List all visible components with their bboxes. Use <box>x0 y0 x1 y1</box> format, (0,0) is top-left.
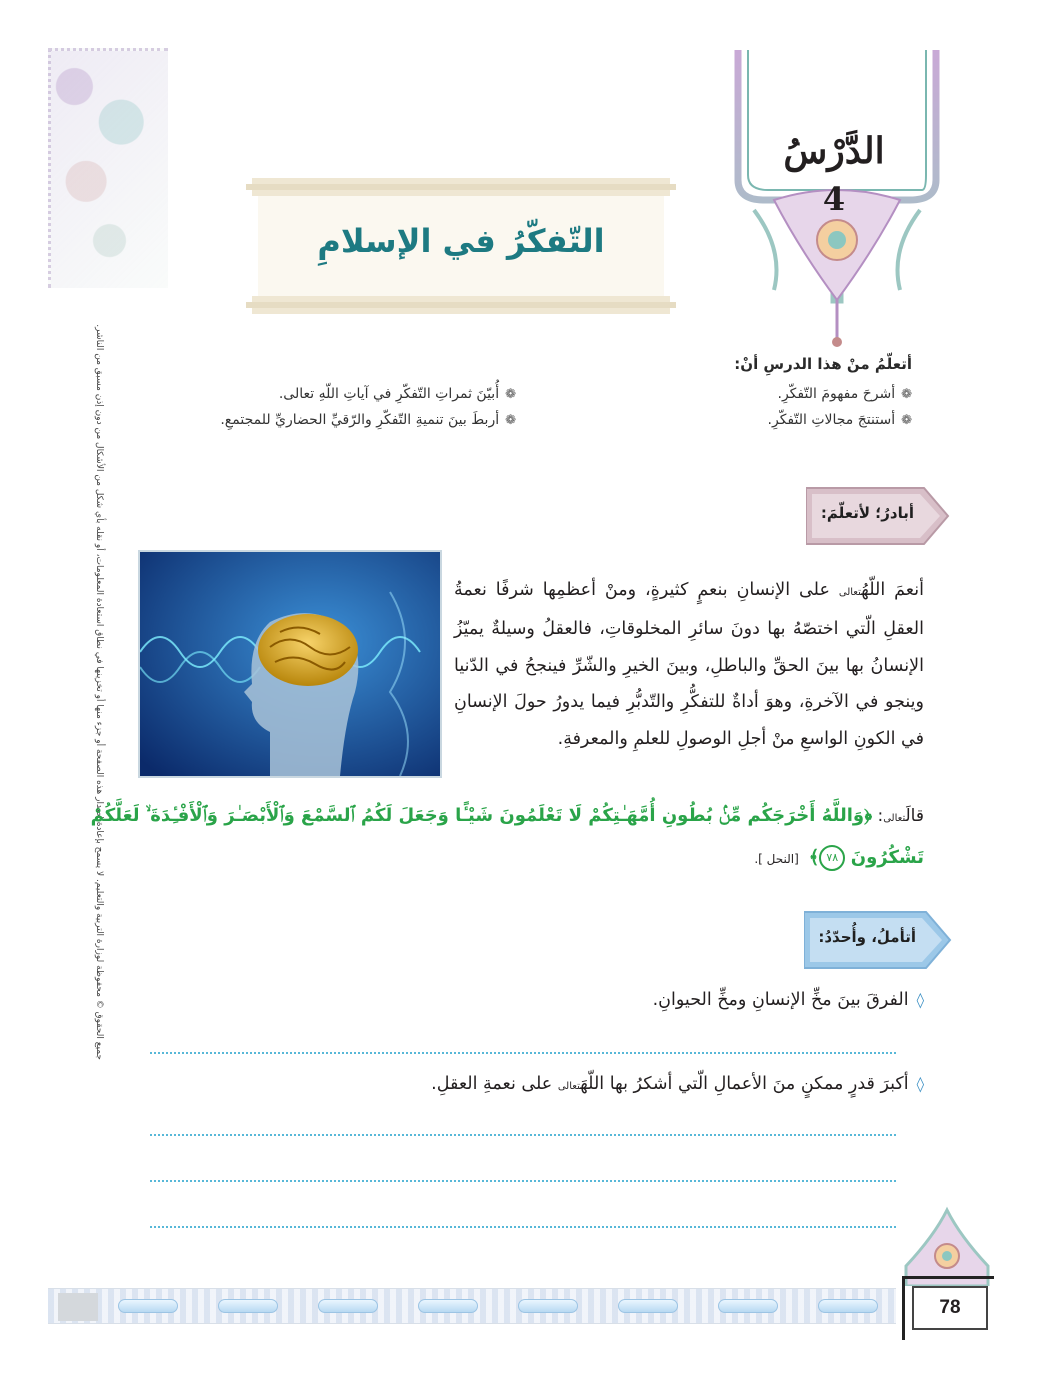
page-number: 78 <box>912 1286 988 1330</box>
objective-item: ❁أشرحَ مفهومَ التّفكّرِ. <box>777 386 912 402</box>
section-tag-start <box>806 486 950 546</box>
quran-verse-end: تَشْكُرُونَ ٧٨﴾[النحل ]. <box>144 842 924 875</box>
section-reflect-label: أتأملُ، وأُحدّدُ: <box>818 928 916 946</box>
answer-line[interactable] <box>150 1134 896 1136</box>
flower-bullet-icon: ❁ <box>901 413 912 428</box>
objective-item: ❁أُبيّنَ ثمراتِ التّفكّرِ في آياتِ اللّهِ تعالى. <box>278 386 516 402</box>
honorific: تعالى <box>838 587 862 598</box>
section-start-label: أبادرُ؛ لأتعلّمَ: <box>820 504 914 522</box>
diamond-bullet-icon: ◊ <box>916 1075 924 1093</box>
lesson-badge <box>734 50 944 350</box>
copyright-notice: جميع الحقوق © محفوظة لوزارة التربية والتعليم. لا يسمح بإعادة إصدار هذه الصفحة أو جزء منها أو تخزينها في نطاق استعادة المعلومات، أو نقله بأي شكل من الأشكال من دون إذن مسبق من الناشر. <box>94 324 104 1060</box>
lesson-title: التّفكّرُ في الإسلامِ <box>317 222 605 260</box>
flower-bullet-icon: ❁ <box>505 413 516 428</box>
answer-line[interactable] <box>150 1180 896 1182</box>
title-banner <box>246 172 676 320</box>
objective-item: ❁أربطَ بينَ تنميةِ التّفكّرِ والرّقيِّ الحضاريِّ للمجتمعِ. <box>220 412 516 428</box>
question-item: ◊الفرقَ بينَ مخِّ الإنسانِ ومخِّ الحيوانِ. <box>652 990 924 1010</box>
flower-bullet-icon: ❁ <box>505 387 516 402</box>
diamond-bullet-icon: ◊ <box>916 991 924 1009</box>
quran-verse: قالَتعالى: ﴿وَاللَّهُ أَخْرَجَكُم مِّنۢ بُطُونِ أُمَّهَـٰتِكُمْ لَا تَعْلَمُونَ شَيْـًٔا وَجَعَلَ لَكُمُ ٱلسَّمْعَ وَٱلْأَبْصَـٰرَ وَٱلْأَفْـِٔدَةَ ۙ لَعَلَّكُمْ <box>90 805 924 826</box>
intro-paragraph: أنعمَ اللّهُتعالى على الإنسانِ بنعمٍ كثيرةٍ، ومنْ أعظمِها شرفًا نعمةُ العقلِ الّتي اختصّهُ بها دونَ سائرِ المخلوقاتِ، فالعقلُ وسيلةٌ يميّزُ الإنسانُ بها بينَ الحقِّ والباطلِ، وبينَ الخيرِ والشّرِّ فينجحُ في الدّنيا وينجو في الآخرةِ، وهوَ أداةٌ للتفكُّرِ والتّدبُّرِ فيما يدورُ حولَ الإنسانِ في الكونِ الواسعِ منْ أجلِ الوصولِ للعلمِ والمعرفةِ. <box>454 580 924 749</box>
bottom-ornament <box>900 1206 994 1286</box>
flower-bullet-icon: ❁ <box>901 387 912 402</box>
corner-ornament <box>48 48 168 288</box>
objective-item: ❁أستنتجَ مجالاتِ التّفكّرِ. <box>767 412 912 428</box>
verse-reference: [النحل ]. <box>754 852 799 866</box>
brain-image <box>138 550 442 778</box>
brain-illustration <box>140 552 440 776</box>
answer-line[interactable] <box>150 1226 896 1228</box>
answer-line[interactable] <box>150 1052 896 1054</box>
lesson-number: 4 <box>822 180 846 218</box>
verse-text: ﴿وَاللَّهُ أَخْرَجَكُم مِّنۢ بُطُونِ أُمَّهَـٰتِكُمْ لَا تَعْلَمُونَ شَيْـًٔا وَجَعَلَ لَكُمُ ٱلسَّمْعَ وَٱلْأَبْصَـٰرَ وَٱلْأَفْـِٔدَةَ ۙ لَعَلَّكُمْ <box>90 805 873 826</box>
objectives-heading: أتعلّمُ منْ هذا الدرسِ أنْ: <box>734 355 912 373</box>
footer-band <box>48 1288 896 1324</box>
section-tag-reflect <box>804 910 952 970</box>
question-item: ◊أكبرَ قدرٍ ممكنٍ منَ الأعمالِ الّتي أشكرُ بها اللّهَتعالى على نعمةِ العقلِ. <box>431 1074 924 1094</box>
lesson-label: الدَّرْسُ <box>783 130 885 172</box>
ayah-number: ٧٨ <box>819 845 845 871</box>
